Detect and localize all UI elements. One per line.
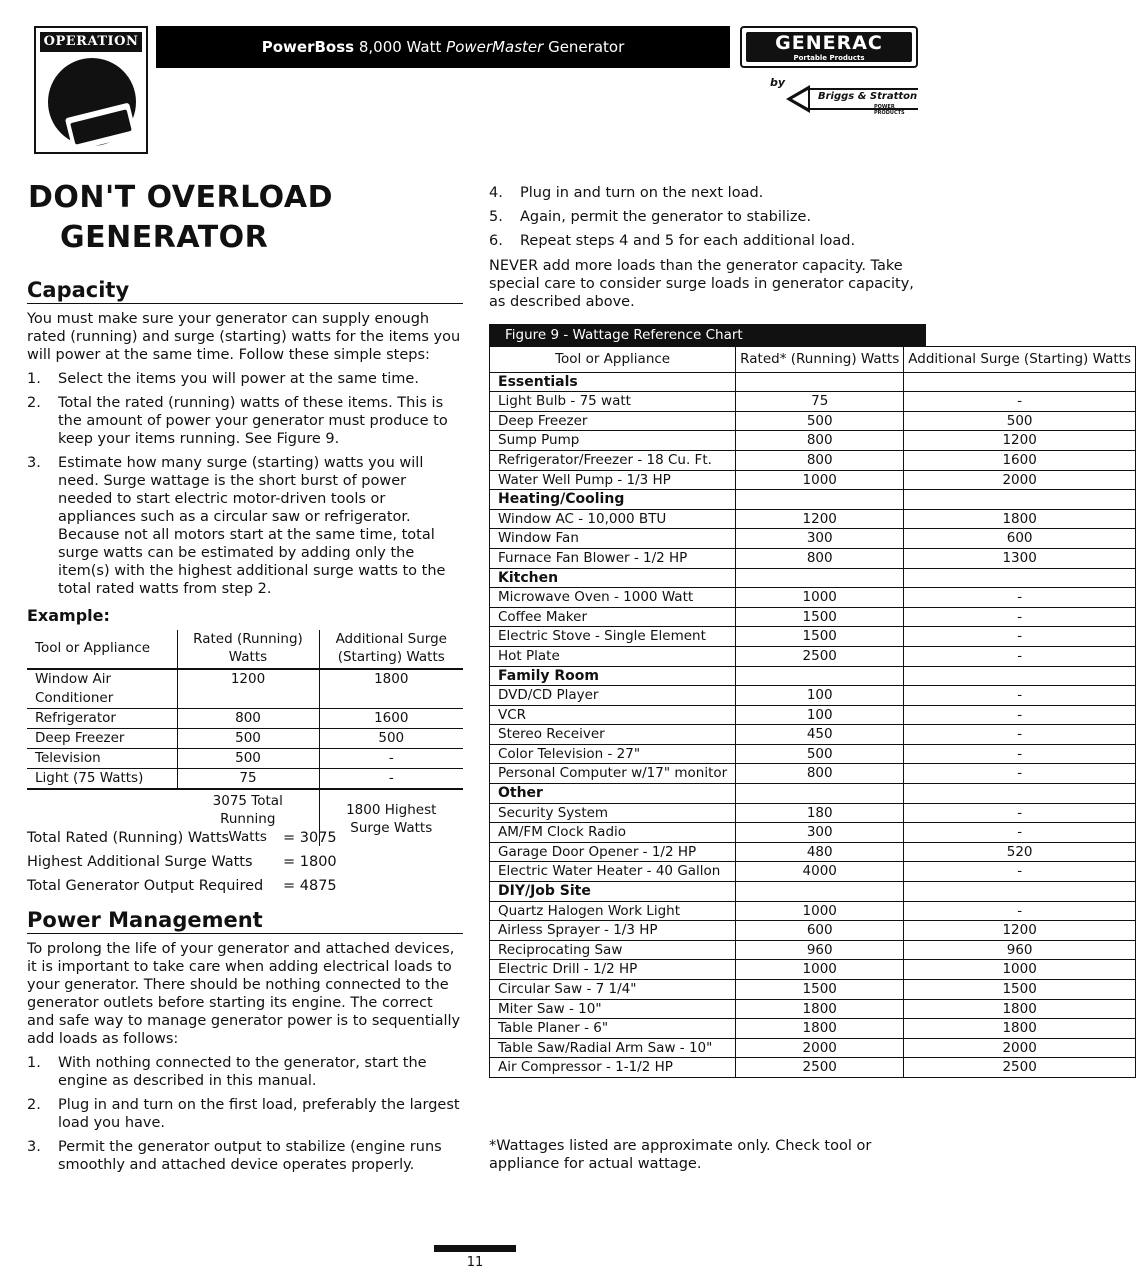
surge-watts: - [904,627,1136,647]
surge-watts: - [904,686,1136,706]
page-title-line1: DON'T OVERLOAD [28,180,333,215]
pm-step [489,208,919,226]
totals-label: Total Rated (Running) Watts [27,830,230,846]
generac-logo [740,26,918,68]
capacity-step [27,370,463,388]
appliance-name: Deep Freezer [490,411,736,431]
step-text: Plug in and turn on the first load, preferably the largest load you have. [58,1097,460,1131]
bs-subtitle: POWER PRODUCTS [874,104,905,116]
step-number: 2. [27,1097,41,1113]
appliance-name: Water Well Pump - 1/3 HP [490,470,736,490]
appliance-name: Personal Computer w/17" monitor [490,764,736,784]
example-cell-rated: 500 [177,729,319,749]
example-cell-tool: Television [27,749,177,769]
pm-step [489,184,919,202]
appliance-row [490,646,1136,666]
rated-watts: 1000 [736,901,904,921]
pm-step [489,232,919,250]
rated-watts: 100 [736,686,904,706]
wattage-col-rated: Rated* (Running) Watts [736,347,904,373]
totals-row [27,874,367,898]
pm-step [27,1096,463,1132]
step-text: Total the rated (running) watts of these items. This is the amount of power your generator must produce to keep your items running. See Figure 9. [58,395,448,447]
rated-watts: 480 [736,842,904,862]
surge-watts: 1000 [904,960,1136,980]
category-empty-cell [904,568,1136,588]
totals-value: = 3075 [283,830,337,846]
title-watt: 8,000 Watt [358,38,442,56]
appliance-row [490,921,1136,941]
pm-step [27,1138,463,1174]
open-book-icon [65,103,137,152]
appliance-name: Table Saw/Radial Arm Saw - 10" [490,1038,736,1058]
step-number: 3. [27,1139,41,1155]
appliance-name: Miter Saw - 10" [490,999,736,1019]
category-label: Kitchen [490,568,736,588]
chart-title: Figure 9 - Wattage Reference Chart [489,324,926,346]
step-text: Again, permit the generator to stabilize. [520,209,812,225]
step-number: 1. [27,371,41,387]
category-empty-cell [736,490,904,510]
example-cell-surge: - [388,770,394,786]
appliance-name: Furnace Fan Blower - 1/2 HP [490,548,736,568]
example-cell-rated: 800 [177,709,319,729]
example-row [27,749,463,769]
appliance-row [490,744,1136,764]
step-number: 6. [489,233,503,249]
surge-watts: - [904,764,1136,784]
appliance-name: Coffee Maker [490,607,736,627]
step-text: Permit the generator output to stabilize (engine runs smoothly and attached device operates properly. [58,1139,442,1173]
briggs-stratton-logo [784,82,924,116]
rated-watts: 4000 [736,862,904,882]
wattage-header-row [490,347,1136,373]
appliance-name: Window Fan [490,529,736,549]
wattage-footnote: *Wattages listed are approximate only. Check tool or appliance for actual wattage. [489,1138,872,1172]
example-cell-surge: 500 [319,729,463,749]
example-total-rated: 3075 Total Running Watts [177,789,319,846]
example-row [27,769,463,790]
power-management-steps [27,1054,463,1180]
category-label: Heating/Cooling [490,490,736,510]
surge-watts: 1300 [904,548,1136,568]
appliance-row [490,548,1136,568]
example-col-rated: Rated (Running) Watts [177,630,319,669]
appliance-row [490,960,1136,980]
appliance-row [490,823,1136,843]
appliance-row [490,509,1136,529]
page-title [28,178,458,258]
example-header-row [27,630,463,669]
surge-watts: 520 [904,842,1136,862]
rated-watts: 500 [736,744,904,764]
rated-watts: 960 [736,940,904,960]
appliance-row [490,627,1136,647]
appliance-name: Garage Door Opener - 1/2 HP [490,842,736,862]
wattage-reference-chart [489,324,1131,1078]
by-label: by [770,76,786,89]
page-number-bar [434,1245,516,1252]
example-table [27,630,463,846]
capacity-step [27,454,463,598]
bs-name: Briggs & Stratton [818,91,918,102]
surge-watts: - [904,705,1136,725]
step-number: 5. [489,209,503,225]
capacity-intro: You must make sure your generator can supply enough rated (running) and surge (starting) watts for the items you will power at the same time. Follow these simple steps: [27,311,461,363]
appliance-row [490,450,1136,470]
appliance-row [490,764,1136,784]
brand-subtitle: Portable Products [793,54,865,62]
rated-watts: 180 [736,803,904,823]
appliance-name: Refrigerator/Freezer - 18 Cu. Ft. [490,450,736,470]
rated-watts: 1500 [736,607,904,627]
capacity-heading: Capacity [27,278,463,304]
step-text: With nothing connected to the generator, start the engine as described in this manual. [58,1055,427,1089]
category-empty-cell [736,568,904,588]
appliance-name: Airless Sprayer - 1/3 HP [490,921,736,941]
rated-watts: 100 [736,705,904,725]
example-cell-rated: 1200 [177,669,319,709]
capacity-steps [27,370,463,604]
appliance-row [490,705,1136,725]
page-number: 11 [466,1255,484,1270]
appliance-row [490,431,1136,451]
example-heading: Example: [27,606,110,625]
title-model: PowerBoss [261,38,355,56]
category-empty-cell [736,882,904,902]
operation-label: OPERATION [40,32,142,52]
appliance-row [490,1019,1136,1039]
appliance-name: Window AC - 10,000 BTU [490,509,736,529]
rated-watts: 1800 [736,1019,904,1039]
rated-watts: 2500 [736,1058,904,1078]
example-row [27,729,463,749]
totals-row [27,850,367,874]
appliance-row [490,392,1136,412]
surge-watts: 2000 [904,470,1136,490]
rated-watts: 75 [736,392,904,412]
continued-steps [489,184,919,256]
surge-watts: - [904,823,1136,843]
totals-value: = 4875 [283,878,337,894]
category-row [490,882,1136,902]
appliance-name: Sump Pump [490,431,736,451]
step-text: Select the items you will power at the same time. [58,371,419,387]
surge-watts: 1500 [904,980,1136,1000]
category-row [490,666,1136,686]
surge-watts: 2500 [904,1058,1136,1078]
appliance-row [490,588,1136,608]
appliance-row [490,1038,1136,1058]
category-empty-cell [736,372,904,392]
step-text: Plug in and turn on the next load. [520,185,764,201]
surge-watts: 1800 [904,999,1136,1019]
appliance-name: Table Planer - 6" [490,1019,736,1039]
surge-watts: 1800 [904,1019,1136,1039]
title-series: PowerMaster [446,38,544,56]
surge-watts: 1200 [904,921,1136,941]
surge-watts: - [904,588,1136,608]
rated-watts: 1000 [736,960,904,980]
power-management-intro: To prolong the life of your generator and attached devices, it is important to take care when adding electrical loads to your generator. There should be nothing connected to the generator outlets before starting its engine. The correct and safe way to manage generator power is to sequentially add loads as follows: [27,941,461,1047]
appliance-row [490,901,1136,921]
appliance-row [490,607,1136,627]
appliance-name: Air Compressor - 1-1/2 HP [490,1058,736,1078]
wattage-table-body [490,372,1136,1077]
surge-watts: - [904,803,1136,823]
category-empty-cell [904,666,1136,686]
category-empty-cell [904,490,1136,510]
example-cell-rated: 75 [177,769,319,790]
surge-watts: 2000 [904,1038,1136,1058]
appliance-name: Circular Saw - 7 1/4" [490,980,736,1000]
rated-watts: 2000 [736,1038,904,1058]
rated-watts: 1000 [736,470,904,490]
category-empty-cell [904,882,1136,902]
surge-watts: - [904,607,1136,627]
step-number: 2. [27,395,41,411]
appliance-name: Hot Plate [490,646,736,666]
step-text: Estimate how many surge (starting) watts you will need. Surge wattage is the short burst of power needed to start electric motor-driven tools or appliances such as a circular saw or refrigerator. Because not all motors start at the same time, total surge watts can be estimated by adding only the item(s) with the highest additional surge watts to the total rated watts from step 2. [58,455,446,597]
step-number: 3. [27,455,41,471]
power-management-heading: Power Management [27,908,463,934]
example-row [27,709,463,729]
capacity-step [27,394,463,448]
rated-watts: 1500 [736,980,904,1000]
appliance-row [490,862,1136,882]
appliance-row [490,411,1136,431]
appliance-row [490,725,1136,745]
appliance-row [490,940,1136,960]
rated-watts: 500 [736,411,904,431]
example-col-surge: Additional Surge (Starting) Watts [319,630,463,669]
example-cell-tool: Light (75 Watts) [27,769,177,790]
rated-watts: 1800 [736,999,904,1019]
totals-summary [27,826,367,898]
appliance-row [490,529,1136,549]
example-col-tool: Tool or Appliance [27,630,177,669]
rated-watts: 800 [736,764,904,784]
wattage-col-surge: Additional Surge (Starting) Watts [904,347,1136,373]
appliance-name: Light Bulb - 75 watt [490,392,736,412]
totals-label: Highest Additional Surge Watts [27,854,253,870]
operation-badge [34,26,148,154]
example-cell-rated: 500 [177,749,319,769]
appliance-name: Electric Water Heater - 40 Gallon [490,862,736,882]
example-row [27,669,463,709]
example-total-surge: 1800 Highest Surge Watts [319,789,463,846]
rated-watts: 800 [736,450,904,470]
category-empty-cell [736,666,904,686]
category-row [490,490,1136,510]
appliance-name: Quartz Halogen Work Light [490,901,736,921]
appliance-name: DVD/CD Player [490,686,736,706]
surge-watts: - [904,862,1136,882]
rated-watts: 800 [736,431,904,451]
manual-illustration [48,58,136,146]
surge-watts: - [904,744,1136,764]
rated-watts: 1200 [736,509,904,529]
category-label: Essentials [490,372,736,392]
surge-watts: - [904,392,1136,412]
appliance-row [490,842,1136,862]
warning-paragraph: NEVER add more loads than the generator capacity. Take special care to consider surge loads in generator capacity, as described above. [489,258,914,310]
category-empty-cell [736,784,904,804]
step-number: 1. [27,1055,41,1071]
category-label: Family Room [490,666,736,686]
example-cell-tool: Refrigerator [27,709,177,729]
appliance-name: Color Television - 27" [490,744,736,764]
rated-watts: 1000 [736,588,904,608]
example-cell-tool: Deep Freezer [27,729,177,749]
category-row [490,372,1136,392]
category-label: Other [490,784,736,804]
rated-watts: 2500 [736,646,904,666]
surge-watts: 600 [904,529,1136,549]
appliance-name: VCR [490,705,736,725]
surge-watts: - [904,901,1136,921]
wattage-table [489,346,1136,1078]
pm-step [27,1054,463,1090]
appliance-row [490,999,1136,1019]
brand-name: GENERAC [775,32,883,54]
appliance-name: Stereo Receiver [490,725,736,745]
rated-watts: 1500 [736,627,904,647]
rated-watts: 450 [736,725,904,745]
surge-watts: 960 [904,940,1136,960]
appliance-row [490,1058,1136,1078]
category-label: DIY/Job Site [490,882,736,902]
rated-watts: 800 [736,548,904,568]
title-product: Generator [548,38,625,56]
appliance-name: Electric Stove - Single Element [490,627,736,647]
appliance-row [490,980,1136,1000]
surge-watts: 500 [904,411,1136,431]
appliance-row [490,470,1136,490]
appliance-name: Electric Drill - 1/2 HP [490,960,736,980]
appliance-name: Microwave Oven - 1000 Watt [490,588,736,608]
appliance-row [490,686,1136,706]
wattage-col-tool: Tool or Appliance [490,347,736,373]
example-cell-tool: Window Air Conditioner [27,669,177,709]
page-title-line2: GENERATOR [60,220,269,255]
example-cell-surge: - [319,749,463,769]
category-empty-cell [904,372,1136,392]
appliance-row [490,803,1136,823]
totals-value: = 1800 [283,854,337,870]
rated-watts: 600 [736,921,904,941]
surge-watts: 1600 [904,450,1136,470]
step-number: 4. [489,185,503,201]
example-cell-surge: 1800 [319,669,463,709]
appliance-name: AM/FM Clock Radio [490,823,736,843]
category-row [490,568,1136,588]
document-title-bar [156,26,730,68]
example-cell-surge: 1600 [319,709,463,729]
totals-label: Total Generator Output Required [27,878,264,894]
surge-watts: 1800 [904,509,1136,529]
step-text: Repeat steps 4 and 5 for each additional load. [520,233,856,249]
surge-watts: - [904,725,1136,745]
totals-row [27,826,367,850]
rated-watts: 300 [736,529,904,549]
surge-watts: 1200 [904,431,1136,451]
rated-watts: 300 [736,823,904,843]
appliance-name: Reciprocating Saw [490,940,736,960]
category-row [490,784,1136,804]
surge-watts: - [904,646,1136,666]
category-empty-cell [904,784,1136,804]
appliance-name: Security System [490,803,736,823]
